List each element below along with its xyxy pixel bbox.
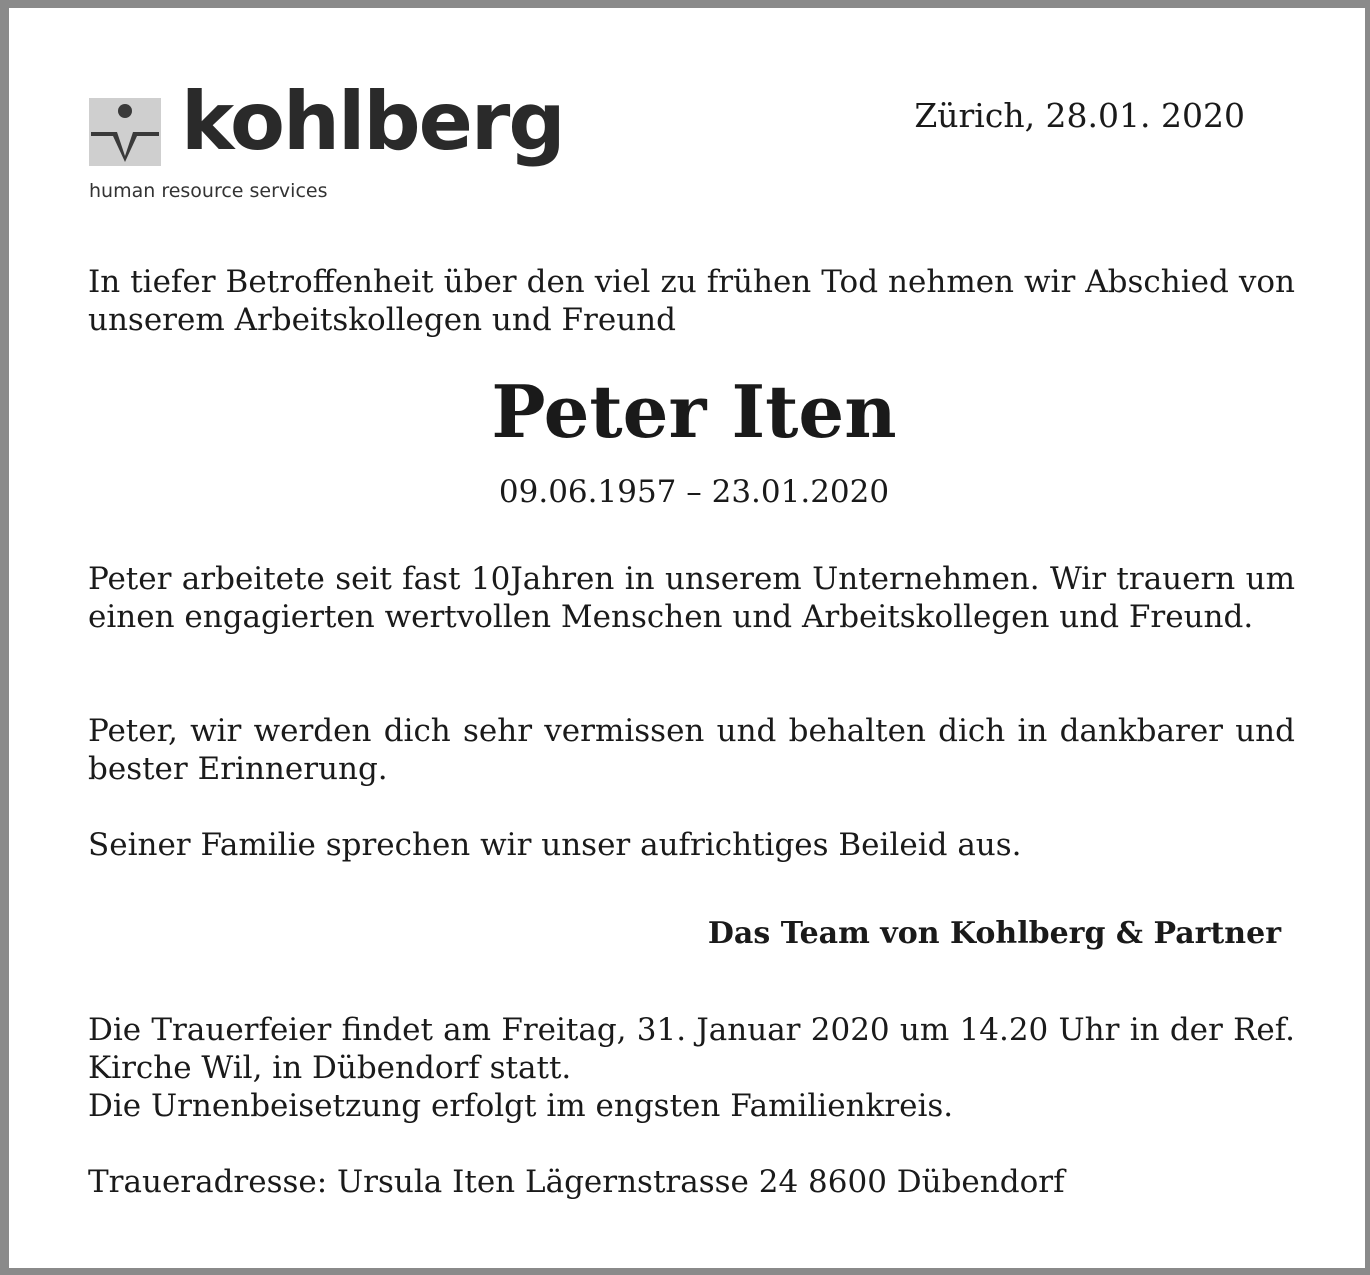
body-paragraph-2: Peter, wir werden dich sehr vermissen und behalten dich in dankbarer und bester Erinnerung. <box>88 713 1295 787</box>
mourning-address: Traueradresse: Ursula Iten Lägernstrasse 24 8600 Dübendorf <box>88 1164 1065 1200</box>
body-paragraph-3: Seiner Familie sprechen wir unser aufrichtiges Beileid aus. <box>88 827 1022 863</box>
person-figure-icon <box>89 98 161 166</box>
company-logo <box>89 75 564 206</box>
body-paragraph-1: Peter arbeitete seit fast 10Jahren in unserem Unternehmen. Wir trauern um einen engagierten wertvollen Menschen und Arbeitskollegen und Freund. <box>88 561 1295 635</box>
funeral-ceremony: Die Trauerfeier findet am Freitag, 31. Januar 2020 um 14.20 Uhr in der Ref. Kirche Wil, in Dübendorf statt. <box>88 1012 1295 1086</box>
deceased-name: Peter Iten <box>491 369 897 454</box>
logo-wordmark: kohlberg <box>181 75 564 168</box>
logo-tagline: human resource services <box>89 180 328 202</box>
burial-info: Die Urnenbeisetzung erfolgt im engsten Familienkreis. <box>88 1088 954 1124</box>
notice-date: Zürich, 28.01. 2020 <box>914 96 1245 135</box>
life-dates: 09.06.1957 – 23.01.2020 <box>498 474 890 510</box>
intro-text: In tiefer Betroffenheit über den viel zu frühen Tod nehmen wir Abschied von unserem Arbeitskollegen und Freund <box>88 264 1295 338</box>
signature: Das Team von Kohlberg & Partner <box>707 916 1281 951</box>
